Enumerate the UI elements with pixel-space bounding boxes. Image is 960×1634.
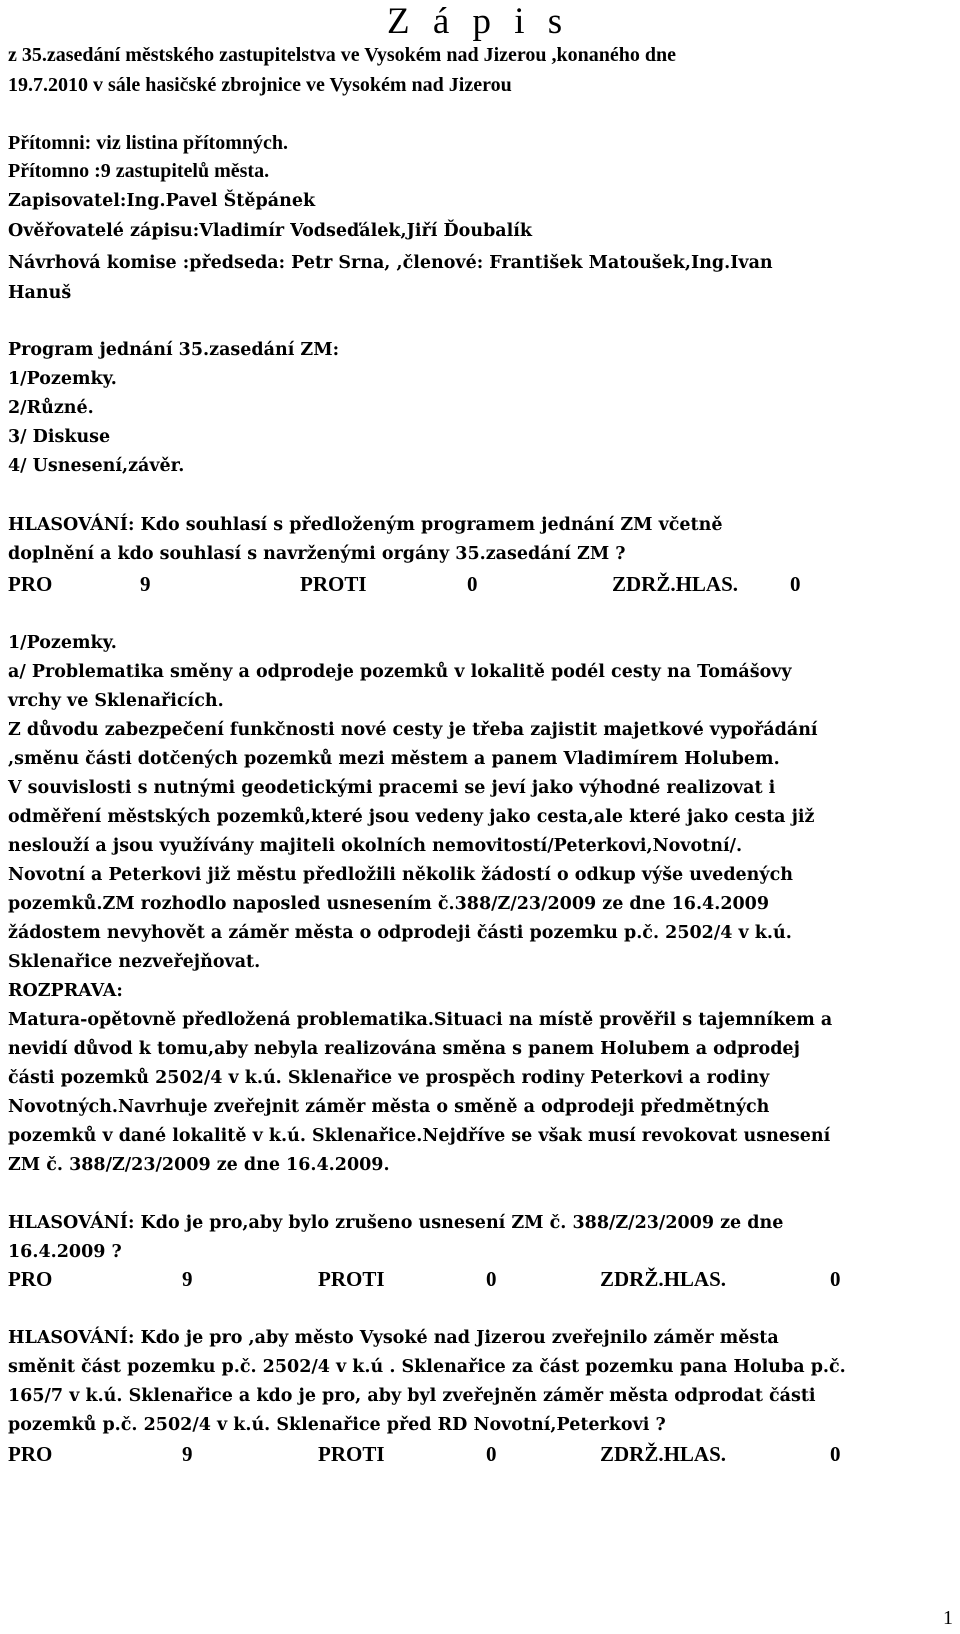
vote-question-line: 165/7 v k.ú. Sklenařice a kdo je pro, aby byl zveřejněn záměr města odprodat části xyxy=(8,1386,816,1406)
vote-abstain-label: ZDRŽ.HLAS. xyxy=(612,572,739,596)
body-line: V souvislosti s nutnými geodetickými pracemi se jeví jako výhodné realizovat i xyxy=(8,778,776,798)
program-item: 2/Různé. xyxy=(8,398,94,418)
discussion-line: Matura-opětovně předložená problematika.Situaci na místě prověřil s tajemníkem a xyxy=(8,1010,833,1030)
vote-proti-value: 0 xyxy=(486,1442,497,1466)
vote-pro-value: 9 xyxy=(182,1267,193,1291)
vote-question-line: HLASOVÁNÍ: Kdo je pro,aby bylo zrušeno usnesení ZM č. 388/Z/23/2009 ze dne xyxy=(8,1213,784,1233)
page-number: 1 xyxy=(943,1607,953,1629)
discussion-line: pozemků v dané lokalitě v k.ú. Sklenařice.Nejdříve se však musí revokovat usnesení xyxy=(8,1126,831,1146)
vote-proti-label: PROTI xyxy=(318,1442,385,1466)
vote-pro-value: 9 xyxy=(140,572,151,596)
committee-line: Hanuš xyxy=(8,283,72,303)
program-item: 4/ Usnesení,závěr. xyxy=(8,456,185,476)
committee-line: Návrhová komise :předseda: Petr Srna, ,členové: František Matoušek,Ing.Ivan xyxy=(8,253,773,273)
vote-pro-label: PRO xyxy=(8,1442,53,1466)
program-item: 1/Pozemky. xyxy=(8,369,117,389)
vote-question-line: doplnění a kdo souhlasí s navrženými orgány 35.zasedání ZM ? xyxy=(8,544,626,564)
vote-pro-value: 9 xyxy=(182,1442,193,1466)
body-line: Sklenařice nezveřejňovat. xyxy=(8,952,261,972)
discussion-line: nevidí důvod k tomu,aby nebyla realizována směna s panem Holubem a odprodej xyxy=(8,1039,800,1059)
vote-abstain-label: ZDRŽ.HLAS. xyxy=(600,1442,727,1466)
vote-question-line: směnit část pozemku p.č. 2502/4 v k.ú . Sklenařice za část pozemku pana Holuba p.č. xyxy=(8,1357,846,1377)
attendance-line: Přítomni: viz listina přítomných. xyxy=(8,132,288,154)
recorder-line: Zapisovatel:Ing.Pavel Štěpánek xyxy=(8,191,316,211)
vote-proti-label: PROTI xyxy=(318,1267,385,1291)
discussion-line: části pozemků 2502/4 v k.ú. Sklenařice ve prospěch rodiny Peterkovi a rodiny xyxy=(8,1068,770,1088)
program-item: 3/ Diskuse xyxy=(8,427,111,447)
header-line: 19.7.2010 v sále hasičské zbrojnice ve Vysokém nad Jizerou xyxy=(8,74,512,96)
vote-question-line: HLASOVÁNÍ: Kdo je pro ,aby město Vysoké nad Jizerou zveřejnilo záměr města xyxy=(8,1328,779,1348)
document-title: Z á p i s xyxy=(387,1,570,42)
body-line: ,směnu části dotčených pozemků mezi městem a panem Vladimírem Holubem. xyxy=(8,749,780,769)
vote-abstain-value: 0 xyxy=(830,1267,841,1291)
body-line: odměření městských pozemků,které jsou vedeny jako cesta,ale které jako cesta již xyxy=(8,807,815,827)
vote-proti-value: 0 xyxy=(486,1267,497,1291)
vote-abstain-value: 0 xyxy=(830,1442,841,1466)
body-line: žádostem nevyhovět a záměr města o odprodeji části pozemku p.č. 2502/4 v k.ú. xyxy=(8,923,792,943)
body-line: pozemků.ZM rozhodlo naposled usnesením č.388/Z/23/2009 ze dne 16.4.2009 xyxy=(8,894,770,914)
section-heading: 1/Pozemky. xyxy=(8,633,117,653)
vote-question-line: pozemků p.č. 2502/4 v k.ú. Sklenařice před RD Novotní,Peterkovi ? xyxy=(8,1415,666,1435)
body-line: Z důvodu zabezpečení funkčnosti nové cesty je třeba zajistit majetkové vypořádání xyxy=(8,720,818,740)
verifiers-line: Ověřovatelé zápisu:Vladimír Vodseďálek,Jiří Ďoubalík xyxy=(8,221,533,241)
discussion-heading: ROZPRAVA: xyxy=(8,981,123,1001)
vote-question-line: HLASOVÁNÍ: Kdo souhlasí s předloženým programem jednání ZM včetně xyxy=(8,515,723,535)
vote-pro-label: PRO xyxy=(8,572,53,596)
body-line: Novotní a Peterkovi již městu předložili několik žádostí o odkup výše uvedených xyxy=(8,865,793,885)
vote-abstain-value: 0 xyxy=(790,572,801,596)
vote-proti-label: PROTI xyxy=(300,572,367,596)
vote-abstain-label: ZDRŽ.HLAS. xyxy=(600,1267,727,1291)
discussion-line: ZM č. 388/Z/23/2009 ze dne 16.4.2009. xyxy=(8,1155,390,1175)
vote-pro-label: PRO xyxy=(8,1267,53,1291)
vote-question-line: 16.4.2009 ? xyxy=(8,1242,122,1262)
section-line: vrchy ve Sklenařicích. xyxy=(8,691,224,711)
vote-proti-value: 0 xyxy=(467,572,478,596)
discussion-line: Novotných.Navrhuje zveřejnit záměr města o směně a odprodeji předmětných xyxy=(8,1097,770,1117)
header-line: z 35.zasedání městského zastupitelstva ve Vysokém nad Jizerou ,konaného dne xyxy=(8,44,677,66)
attendance-line: Přítomno :9 zastupitelů města. xyxy=(8,160,270,182)
body-line: neslouží a jsou využívány majiteli okolních nemovitostí/Peterkovi,Novotní/. xyxy=(8,836,743,856)
section-line: a/ Problematika směny a odprodeje pozemků v lokalitě podél cesty na Tomášovy xyxy=(8,662,792,682)
program-heading: Program jednání 35.zasedání ZM: xyxy=(8,340,340,360)
